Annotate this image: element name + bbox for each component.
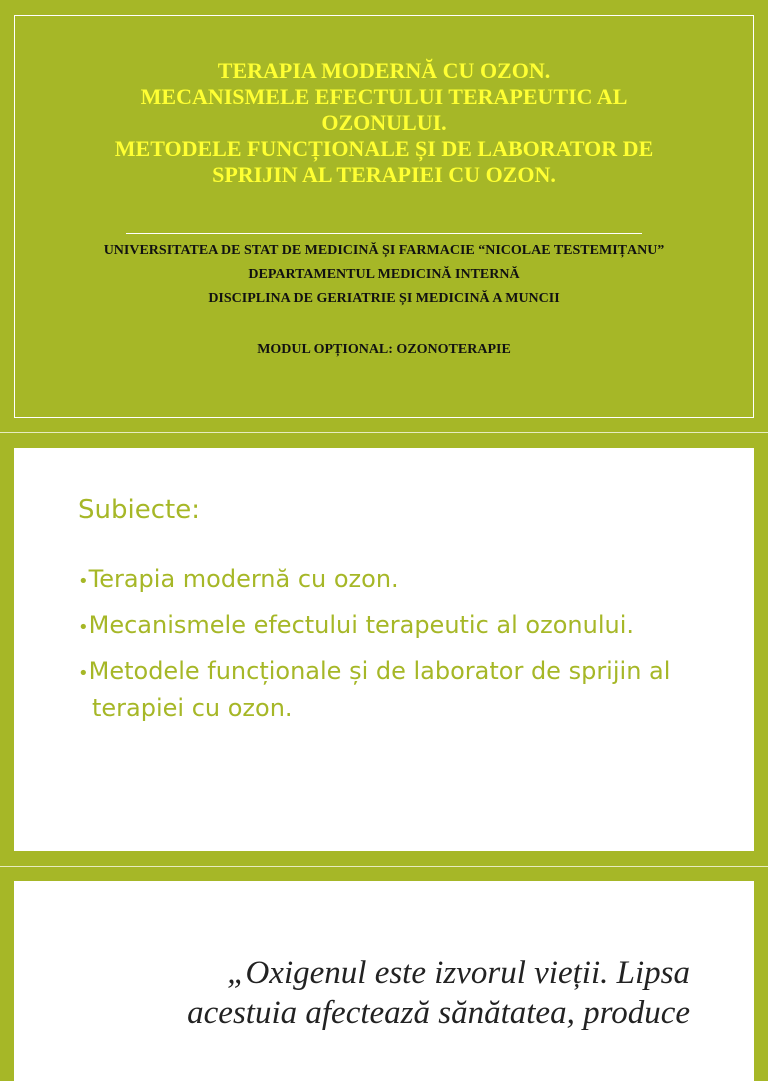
quote-line: acestuia afectează sănătatea, produce — [187, 995, 690, 1031]
list-item-text: Terapia modernă cu ozon. — [88, 565, 399, 593]
title-line: MECANISMELE EFECTULUI TERAPEUTIC AL — [140, 84, 628, 109]
department-name: DEPARTAMENTUL MEDICINĂ INTERNĂ — [248, 267, 520, 282]
presentation-title — [60, 58, 708, 188]
list-item — [78, 608, 738, 645]
bullet-icon: • — [78, 571, 89, 592]
list-item — [78, 654, 738, 725]
slide-separator — [0, 866, 768, 867]
bullet-icon: • — [78, 617, 89, 638]
topics-slide — [14, 448, 754, 851]
title-divider — [126, 233, 642, 234]
title-line: METODELE FUNCȚIONALE ȘI DE LABORATOR DE — [114, 136, 654, 161]
list-item-text: Mecanismele efectului terapeutic al ozonului. — [88, 611, 634, 639]
title-line: SPRIJIN AL TERAPIEI CU OZON. — [212, 162, 556, 187]
title-slide — [0, 0, 768, 432]
bullet-icon: • — [78, 663, 89, 684]
quote-line: „Oxigenul este izvorul vieții. Lipsa — [227, 955, 690, 991]
quote-text — [50, 953, 690, 1033]
topics-heading: Subiecte: — [78, 495, 200, 525]
slide-separator — [0, 432, 768, 433]
title-line: TERAPIA MODERNĂ CU OZON. — [217, 58, 551, 83]
module-name: MODUL OPȚIONAL: OZONOTERAPIE — [257, 342, 511, 357]
quote-slide — [14, 881, 754, 1081]
discipline-name: DISCIPLINA DE GERIATRIE ȘI MEDICINĂ A MUNCII — [208, 291, 560, 306]
university-name: UNIVERSITATEA DE STAT DE MEDICINĂ ȘI FARMACIE “NICOLAE TESTEMIȚANU” — [103, 243, 665, 258]
title-line: OZONULUI. — [321, 110, 447, 135]
list-item — [78, 562, 738, 599]
topics-list — [78, 562, 738, 734]
list-item-text: Metodele funcționale și de laborator de sprijin al terapiei cu ozon. — [88, 657, 671, 722]
